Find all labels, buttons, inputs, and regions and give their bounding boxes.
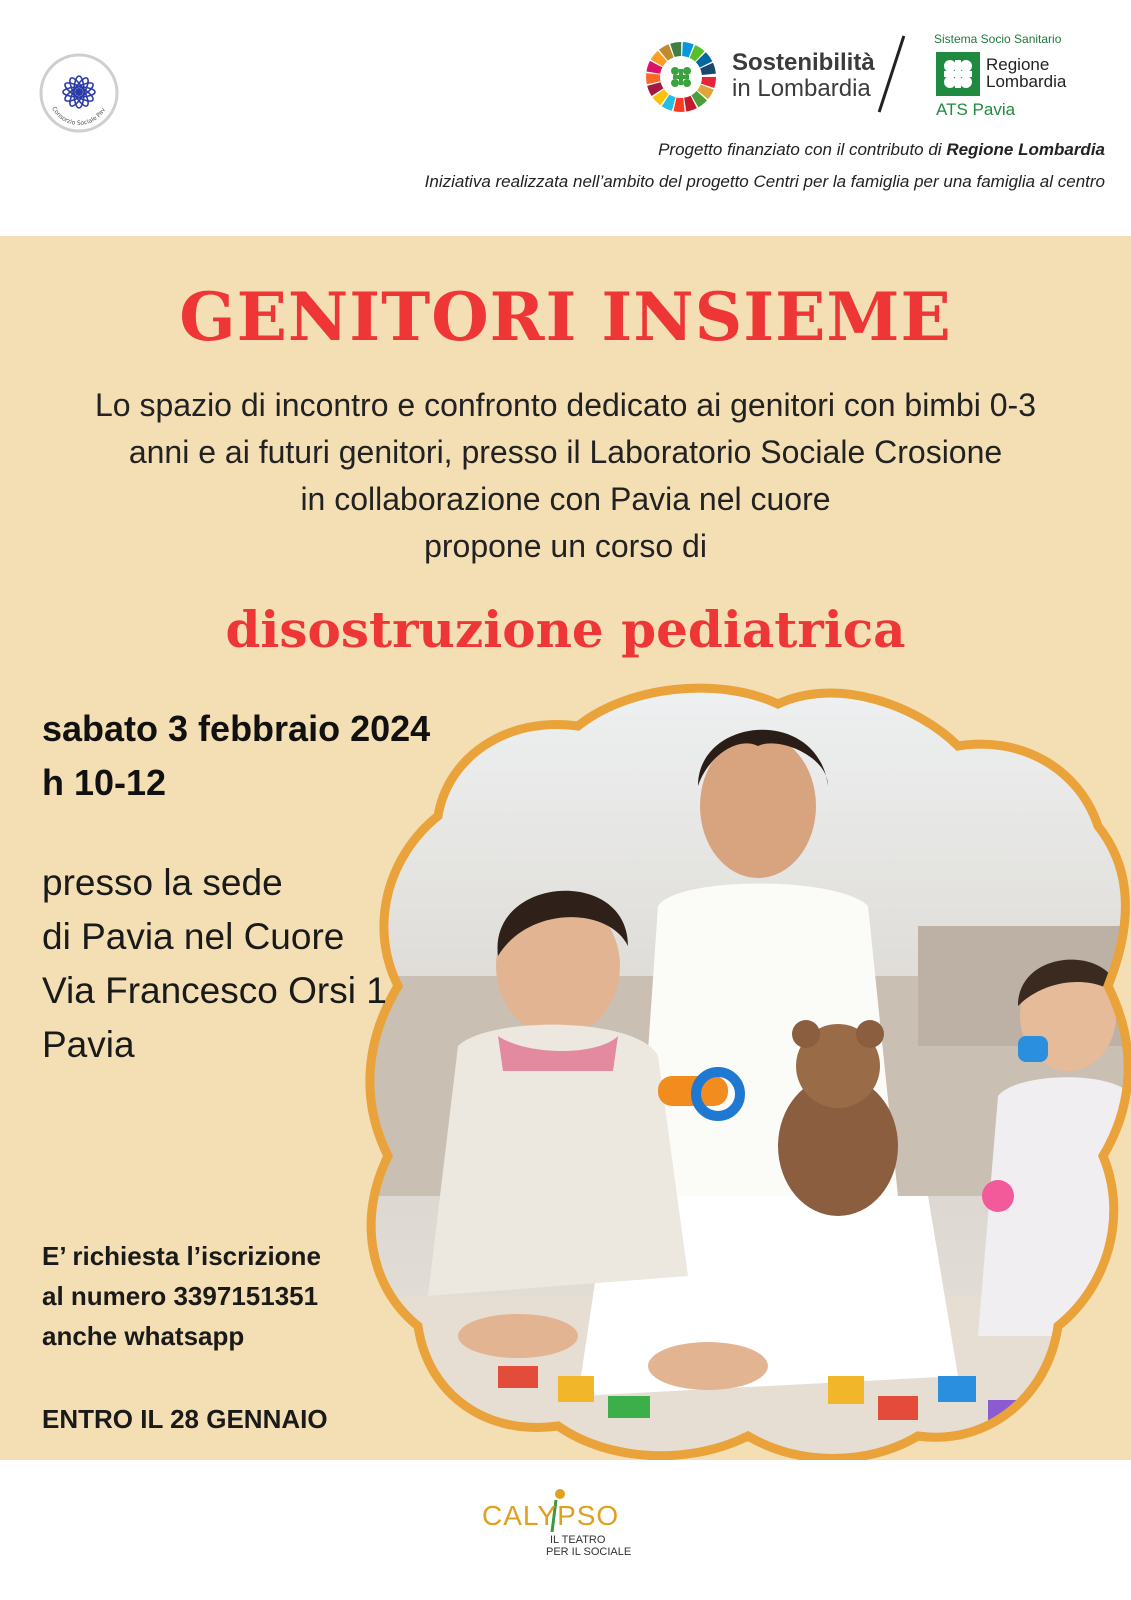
location-line: presso la sede [42, 862, 283, 903]
intro-line: in collaborazione con Pavia nel cuore [300, 481, 831, 517]
registration-line: anche whatsapp [42, 1321, 245, 1351]
page-title: GENITORI INSIEME [179, 278, 952, 356]
intro-line: Lo spazio di incontro e confronto dedicato ai genitori con bimbi 0-3 [94, 387, 1036, 423]
funding-bold: Regione Lombardia [946, 140, 1105, 159]
logo-divider [878, 35, 906, 112]
location-line: Pavia [42, 1024, 135, 1065]
registration-line: E’ richiesta l’iscrizione [42, 1241, 321, 1271]
mother-and-children-playing-photo [358, 676, 1131, 1460]
regione-lombardia-icon [936, 52, 980, 96]
sdg-wheel-icon [644, 40, 718, 114]
intro-line: propone un corso di [424, 528, 707, 564]
left-logo-text: Consorzio Sociale Pav [50, 105, 108, 127]
calypso-tagline-2: PER IL SOCIALE [546, 1546, 632, 1558]
intro-text [0, 382, 1131, 570]
calypso-tagline-1: IL TEATRO [550, 1534, 606, 1546]
sostenibilita-line2: in Lombardia [732, 75, 871, 102]
event-date: sabato 3 febbraio 2024 [42, 708, 431, 749]
footer [0, 1460, 1131, 1600]
sostenibilita-line1: Sostenibilità [732, 49, 875, 76]
funding-prefix: Progetto finanziato con il contributo di [658, 140, 947, 159]
ats-pavia: ATS Pavia [936, 100, 1016, 119]
regione-line2: Lombardia [986, 72, 1067, 91]
sostenibilita-logo-text [732, 50, 875, 102]
registration-deadline: ENTRO IL 28 GENNAIO [42, 1404, 328, 1434]
event-location [42, 856, 387, 1072]
registration-line: al numero 3397151351 [42, 1281, 319, 1311]
event-time: h 10-12 [42, 762, 167, 803]
initiative-note: Iniziativa realizzata nell’ambito del progetto Centri per la famiglia per una famiglia al centro [424, 172, 1105, 191]
location-line: Via Francesco Orsi 1 [42, 970, 387, 1011]
event-datetime [42, 702, 430, 810]
calypso-brand: CALYPSO [482, 1500, 620, 1531]
intro-line: anni e ai futuri genitori, presso il Laboratorio Sociale Crosione [128, 434, 1003, 470]
location-line: di Pavia nel Cuore [42, 916, 345, 957]
sistema-socio-sanitario: Sistema Socio Sanitario [934, 32, 1062, 46]
registration-info [42, 1236, 321, 1356]
header [0, 0, 1131, 236]
regione-lombardia-text [986, 56, 1066, 90]
funding-note [658, 140, 1105, 160]
consorzio-sociale-pavese-logo [38, 52, 120, 134]
course-title: disostruzione pediatrica [225, 600, 906, 659]
photo-frame [358, 676, 1131, 1460]
regione-line1: Regione [986, 55, 1050, 74]
main-panel [0, 236, 1131, 1460]
